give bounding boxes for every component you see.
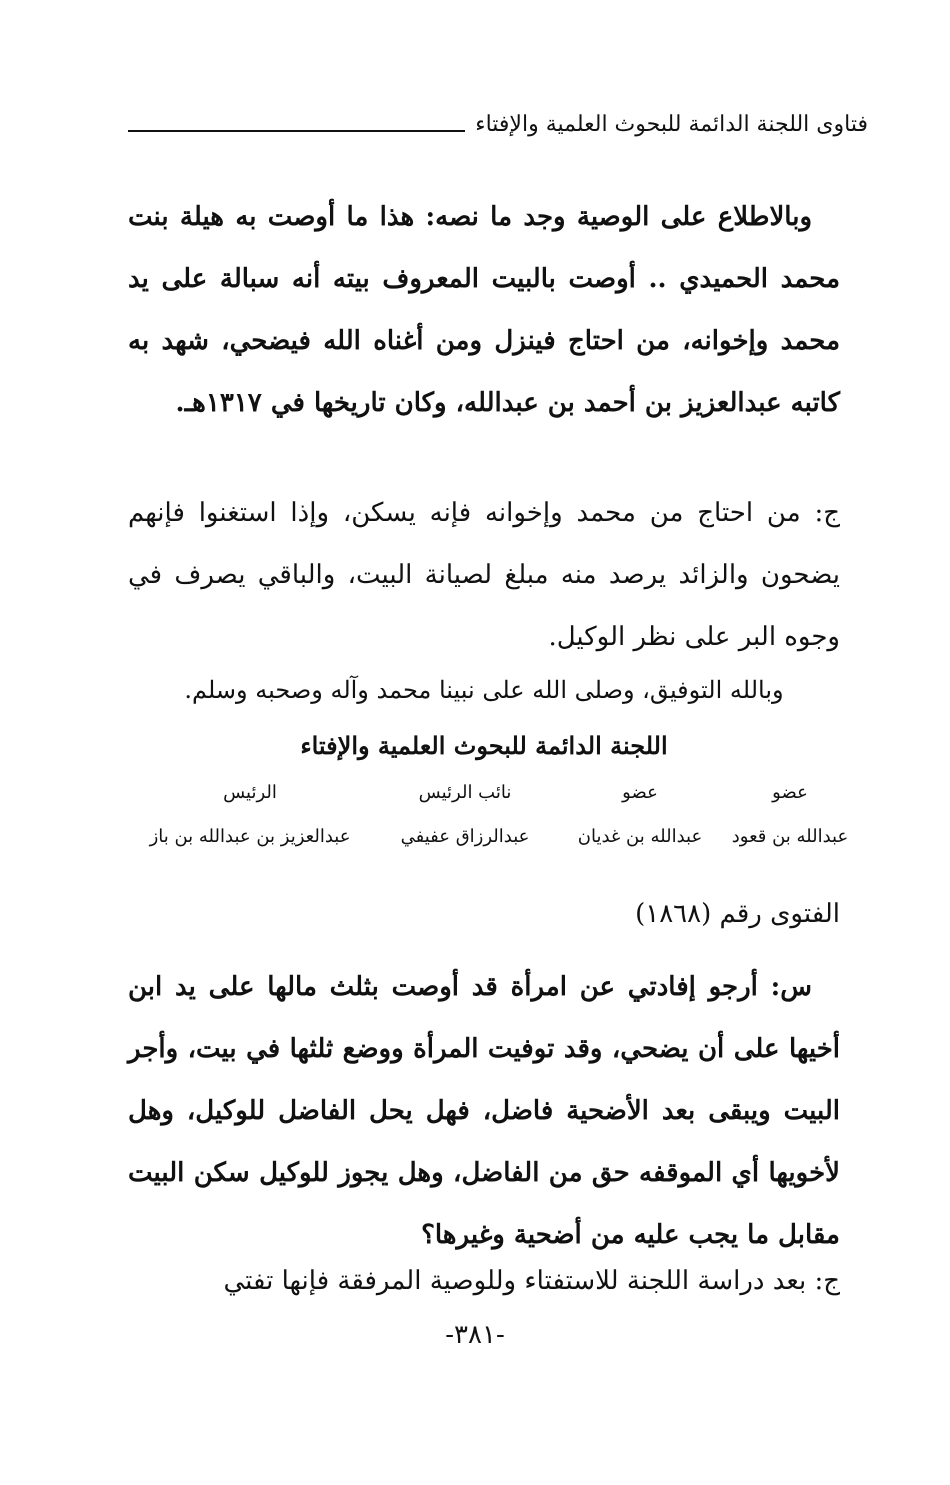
running-title: فتاوى اللجنة الدائمة للبحوث العلمية والإفتاء [475,112,868,137]
signature-names-row [140,826,850,847]
header-rule [128,130,465,132]
committee-name: اللجنة الدائمة للبحوث العلمية والإفتاء [300,731,668,760]
signature-title: الرئيس [223,782,277,803]
signature-title: نائب الرئيس [418,782,512,803]
signature-title: عضو [772,782,808,803]
page-number: -٣٨١- [445,1320,505,1350]
running-header [128,112,868,138]
question-paragraph: س: أرجو إفادتي عن امرأة قد أوصت بثلث مالها على يد ابن أخيها على أن يضحي، وقد توفيت المرأة ووضع ثلثها في بيت، وأجر البيت ويبقى بعد الأضحية فاضل، فهل يحل الفاضل للوكيل، وهل لأخويها أي الموقفه حق من الفاضل، وهل يجوز للوكيل سكن البيت مقابل ما يجب عليه من أضحية وغيرها؟ [128,972,840,1250]
answer-2-block [128,1250,840,1312]
signature-name: عبدالعزيز بن عبدالله بن باز [149,826,351,847]
answer-2-paragraph: ج: بعد دراسة اللجنة للاستفتاء وللوصية المرفقة فإنها تفتي [223,1266,840,1296]
signature-title: عضو [622,782,658,803]
answer-1-block [128,482,840,668]
fatwa-number: الفتوى رقم (١٨٦٨) [635,899,840,929]
signature-name: عبدالله بن قعود [731,826,849,847]
signature-name: عبدالله بن غديان [577,826,703,847]
question-block [128,956,840,1266]
signature-titles-row [140,782,850,803]
will-text-block [128,186,840,434]
signature-name: عبدالرزاق عفيفي [400,826,530,847]
will-text-paragraph: وبالاطلاع على الوصية وجد ما نصه: هذا ما أوصت به هيلة بنت محمد الحميدي .. أوصت بالبيت المعروف بيته أنه سبالة على يد محمد وإخوانه، من احتاج فينزل ومن أغناه الله فيضحي، شهد به كاتبه عبدالعزيز بن أحمد بن عبدالله، وكان تاريخها في ١٣١٧هـ. [128,202,840,418]
answer-1-paragraph: ج: من احتاج من محمد وإخوانه فإنه يسكن، وإذا استغنوا فإنهم يضحون والزائد يرصد منه مبلغ لصيانة البيت، والباقي يصرف في وجوه البر على نظر الوكيل. [128,498,840,652]
closing-prayer: وبالله التوفيق، وصلى الله على نبينا محمد وآله وصحبه وسلم. [184,676,784,704]
